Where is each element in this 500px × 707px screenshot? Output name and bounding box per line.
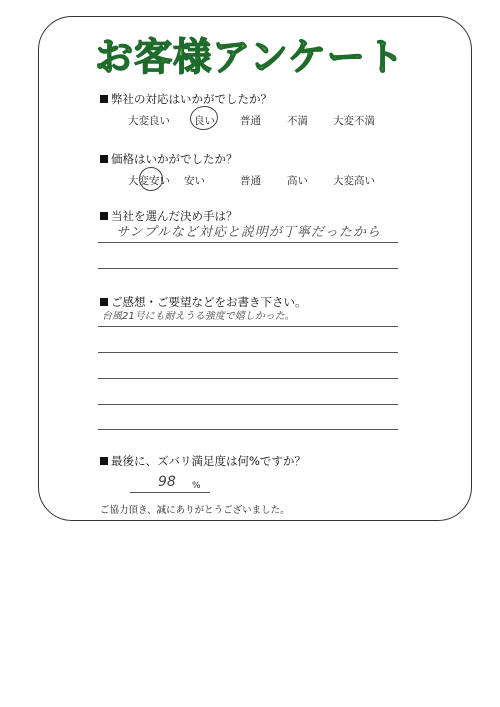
bullet-square-icon	[100, 457, 108, 465]
satisfaction-value: 98	[158, 474, 176, 490]
question-2-label: 価格はいかがでしたか？	[111, 152, 238, 166]
question-1-label: 弊社の対応はいかがでしたか？	[111, 92, 272, 106]
answer-line	[98, 378, 398, 379]
answer-line	[98, 242, 398, 243]
q4-handwritten-answer: 台風21号にも耐えうる強度で嬉しかった。	[102, 311, 295, 322]
survey-title: お客様アンケート	[95, 35, 405, 79]
question-3-label: 当社を選んだ決め手は？	[111, 209, 238, 223]
bullet-square-icon	[100, 212, 108, 220]
answer-line	[98, 352, 398, 353]
question-1-options	[120, 113, 400, 129]
q2-option-3[interactable]: 普通	[240, 175, 261, 187]
q1-option-5[interactable]: 大変不満	[333, 115, 375, 127]
question-4-label: ご感想・ご要望などをお書き下さい。	[111, 295, 307, 309]
thank-you-note: ご協力頂き、誠にありがとうございました。	[100, 505, 290, 516]
answer-line	[98, 429, 398, 430]
q1-option-1[interactable]: 大変良い	[128, 115, 170, 127]
answer-line	[98, 326, 398, 327]
q2-option-4[interactable]: 高い	[287, 175, 308, 187]
satisfaction-line	[130, 492, 210, 493]
q2-option-2[interactable]: 安い	[184, 175, 205, 187]
question-1	[100, 91, 272, 107]
question-5	[100, 453, 306, 469]
q2-option-1[interactable]: 大変安い	[128, 175, 170, 187]
answer-line	[98, 268, 398, 269]
question-5-label: 最後に、ズバリ満足度は何%ですか？	[111, 454, 306, 468]
bullet-square-icon	[100, 155, 108, 163]
percent-unit: %	[192, 481, 201, 491]
question-2	[100, 151, 238, 167]
q1-option-2[interactable]: 良い	[194, 115, 215, 127]
q3-handwritten-answer: サンプルなど対応と説明が丁寧だったから	[116, 225, 381, 240]
q2-option-5[interactable]: 大変高い	[333, 175, 375, 187]
bullet-square-icon	[100, 95, 108, 103]
q1-option-3[interactable]: 普通	[240, 115, 261, 127]
bullet-square-icon	[100, 298, 108, 306]
q1-option-4[interactable]: 不満	[287, 115, 308, 127]
answer-line	[98, 404, 398, 405]
